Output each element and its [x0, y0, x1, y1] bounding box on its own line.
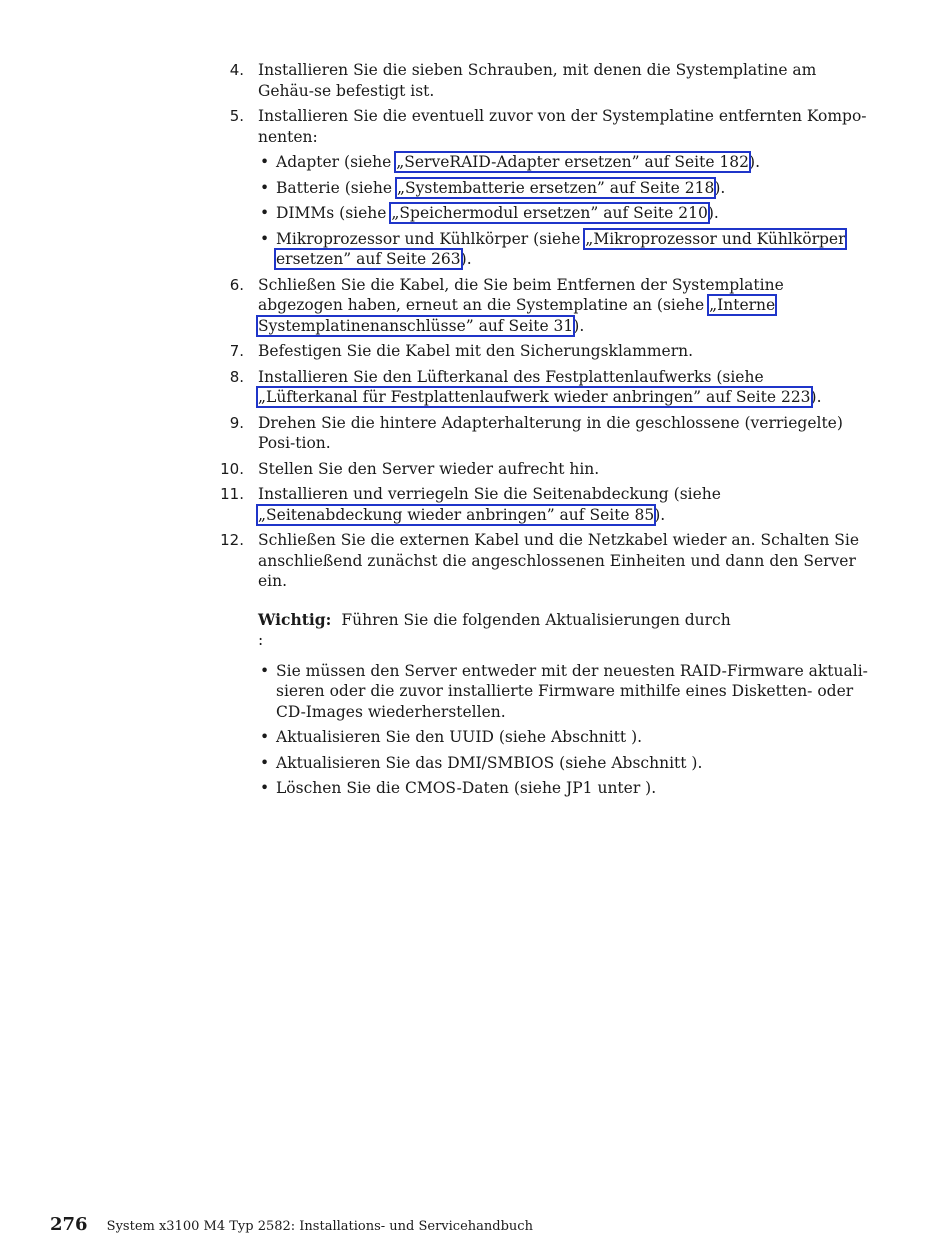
step-text: Installieren Sie die eventuell zuvor von der Systemplatine entfernten Kompo-nenten: — [258, 107, 867, 146]
update-list — [258, 661, 868, 799]
list-item — [258, 178, 868, 199]
footer-title: System x3100 M4 Typ 2582: Installations- und Servicehandbuch — [106, 1219, 533, 1234]
xref-link[interactable]: „Interne Systemplatinenanschlüsse” auf Seite 31 — [258, 296, 776, 335]
step-text: Stellen Sie den Server wieder aufrecht hin. — [258, 459, 600, 478]
step-number: 6. — [229, 275, 244, 294]
step-10 — [220, 459, 868, 480]
xref-link[interactable]: „Mikroprozessor und Kühlkörper ersetzen” auf Seite 263 — [276, 229, 846, 268]
step-text: ). — [654, 505, 666, 524]
note-colon: : — [258, 631, 264, 649]
list-item: • Sie müssen den Server entweder mit der neuesten RAID-Firmware aktuali-sieren oder die zuvor installierte Firmware mithilfe eines Disketten- oder CD-Images wiederherstellen. — [258, 661, 868, 723]
step-8 — [229, 367, 868, 408]
list-item: • Aktualisieren Sie das DMI/SMBIOS (siehe Abschnitt ). — [258, 753, 868, 774]
list-item — [258, 229, 868, 270]
step-text: ). — [573, 316, 585, 335]
xref-link[interactable]: „Systembatterie ersetzen” auf Seite 218 — [396, 178, 715, 197]
step-9 — [229, 413, 868, 454]
step-text: ). — [810, 388, 822, 406]
step-number: 12. — [220, 531, 244, 549]
item-text: Batterie (siehe — [276, 178, 397, 197]
item-text: DIMMs (siehe — [276, 204, 392, 222]
step-7 — [229, 341, 868, 362]
list-item: • Löschen Sie die CMOS-Daten (siehe JP1 unter ). — [258, 778, 868, 799]
step-number: 7. — [229, 342, 244, 360]
step-6 — [229, 275, 868, 337]
step-text: Installieren Sie die sieben Schrauben, mit denen die Systemplatine am Gehäu-se befestigt ist. — [258, 61, 817, 100]
step-number: 10. — [220, 459, 244, 478]
component-list — [258, 152, 868, 270]
step-number: 11. — [220, 485, 244, 503]
step-text: Installieren Sie den Lüfterkanal des Festplattenlaufwerks (siehe — [258, 367, 764, 386]
item-text: Adapter (siehe — [276, 153, 397, 171]
step-number: 9. — [229, 413, 244, 432]
step-number: 4. — [229, 61, 244, 79]
step-text: Schließen Sie die Kabel, die Sie beim Entfernen der Systemplatine abgezogen haben, erneut an die Systemplatine an (siehe — [258, 275, 784, 314]
xref-link[interactable]: „ServeRAID-Adapter ersetzen” auf Seite 182 — [396, 153, 750, 171]
step-number: 5. — [229, 107, 244, 125]
item-text: ). — [714, 178, 726, 197]
step-text: Drehen Sie die hintere Adapterhalterung in die geschlossene (verriegelte) Posi-tion. — [258, 413, 843, 452]
item-text: Mikroprozessor und Kühlkörper (siehe — [276, 229, 586, 248]
item-text: ). — [749, 153, 760, 171]
note-text: Führen Sie die folgenden Aktualisierungen durch — [341, 610, 731, 629]
step-number: 8. — [229, 367, 244, 386]
xref-link[interactable]: „Lüfterkanal für Festplattenlaufwerk wieder anbringen” auf Seite 223 — [258, 388, 811, 406]
important-note — [258, 610, 868, 651]
item-text: ). — [460, 250, 472, 268]
note-label: Wichtig: — [258, 609, 332, 629]
list-item — [258, 203, 868, 224]
step-text: Befestigen Sie die Kabel mit den Sicherungsklammern. — [258, 342, 694, 360]
page-number: 276 — [50, 1214, 88, 1235]
step-11 — [220, 484, 868, 525]
xref-link[interactable]: „Seitenabdeckung wieder anbringen” auf Seite 85 — [258, 505, 655, 524]
item-text: ). — [707, 204, 719, 222]
step-text: Installieren und verriegeln Sie die Seitenabdeckung (siehe — [258, 485, 721, 503]
step-5 — [229, 106, 868, 270]
xref-link[interactable]: „Speichermodul ersetzen” auf Seite 210 — [391, 204, 708, 222]
list-item: • Aktualisieren Sie den UUID (siehe Abschnitt ). — [258, 727, 868, 748]
step-12 — [220, 530, 868, 799]
step-text: Schließen Sie die externen Kabel und die Netzkabel wieder an. Schalten Sie anschließend zunächst die angeschlossenen Einheiten und dann den Server ein. — [258, 531, 860, 590]
page-footer — [50, 1214, 533, 1235]
main-content — [220, 60, 868, 804]
step-4 — [229, 60, 868, 101]
list-item — [258, 152, 868, 173]
